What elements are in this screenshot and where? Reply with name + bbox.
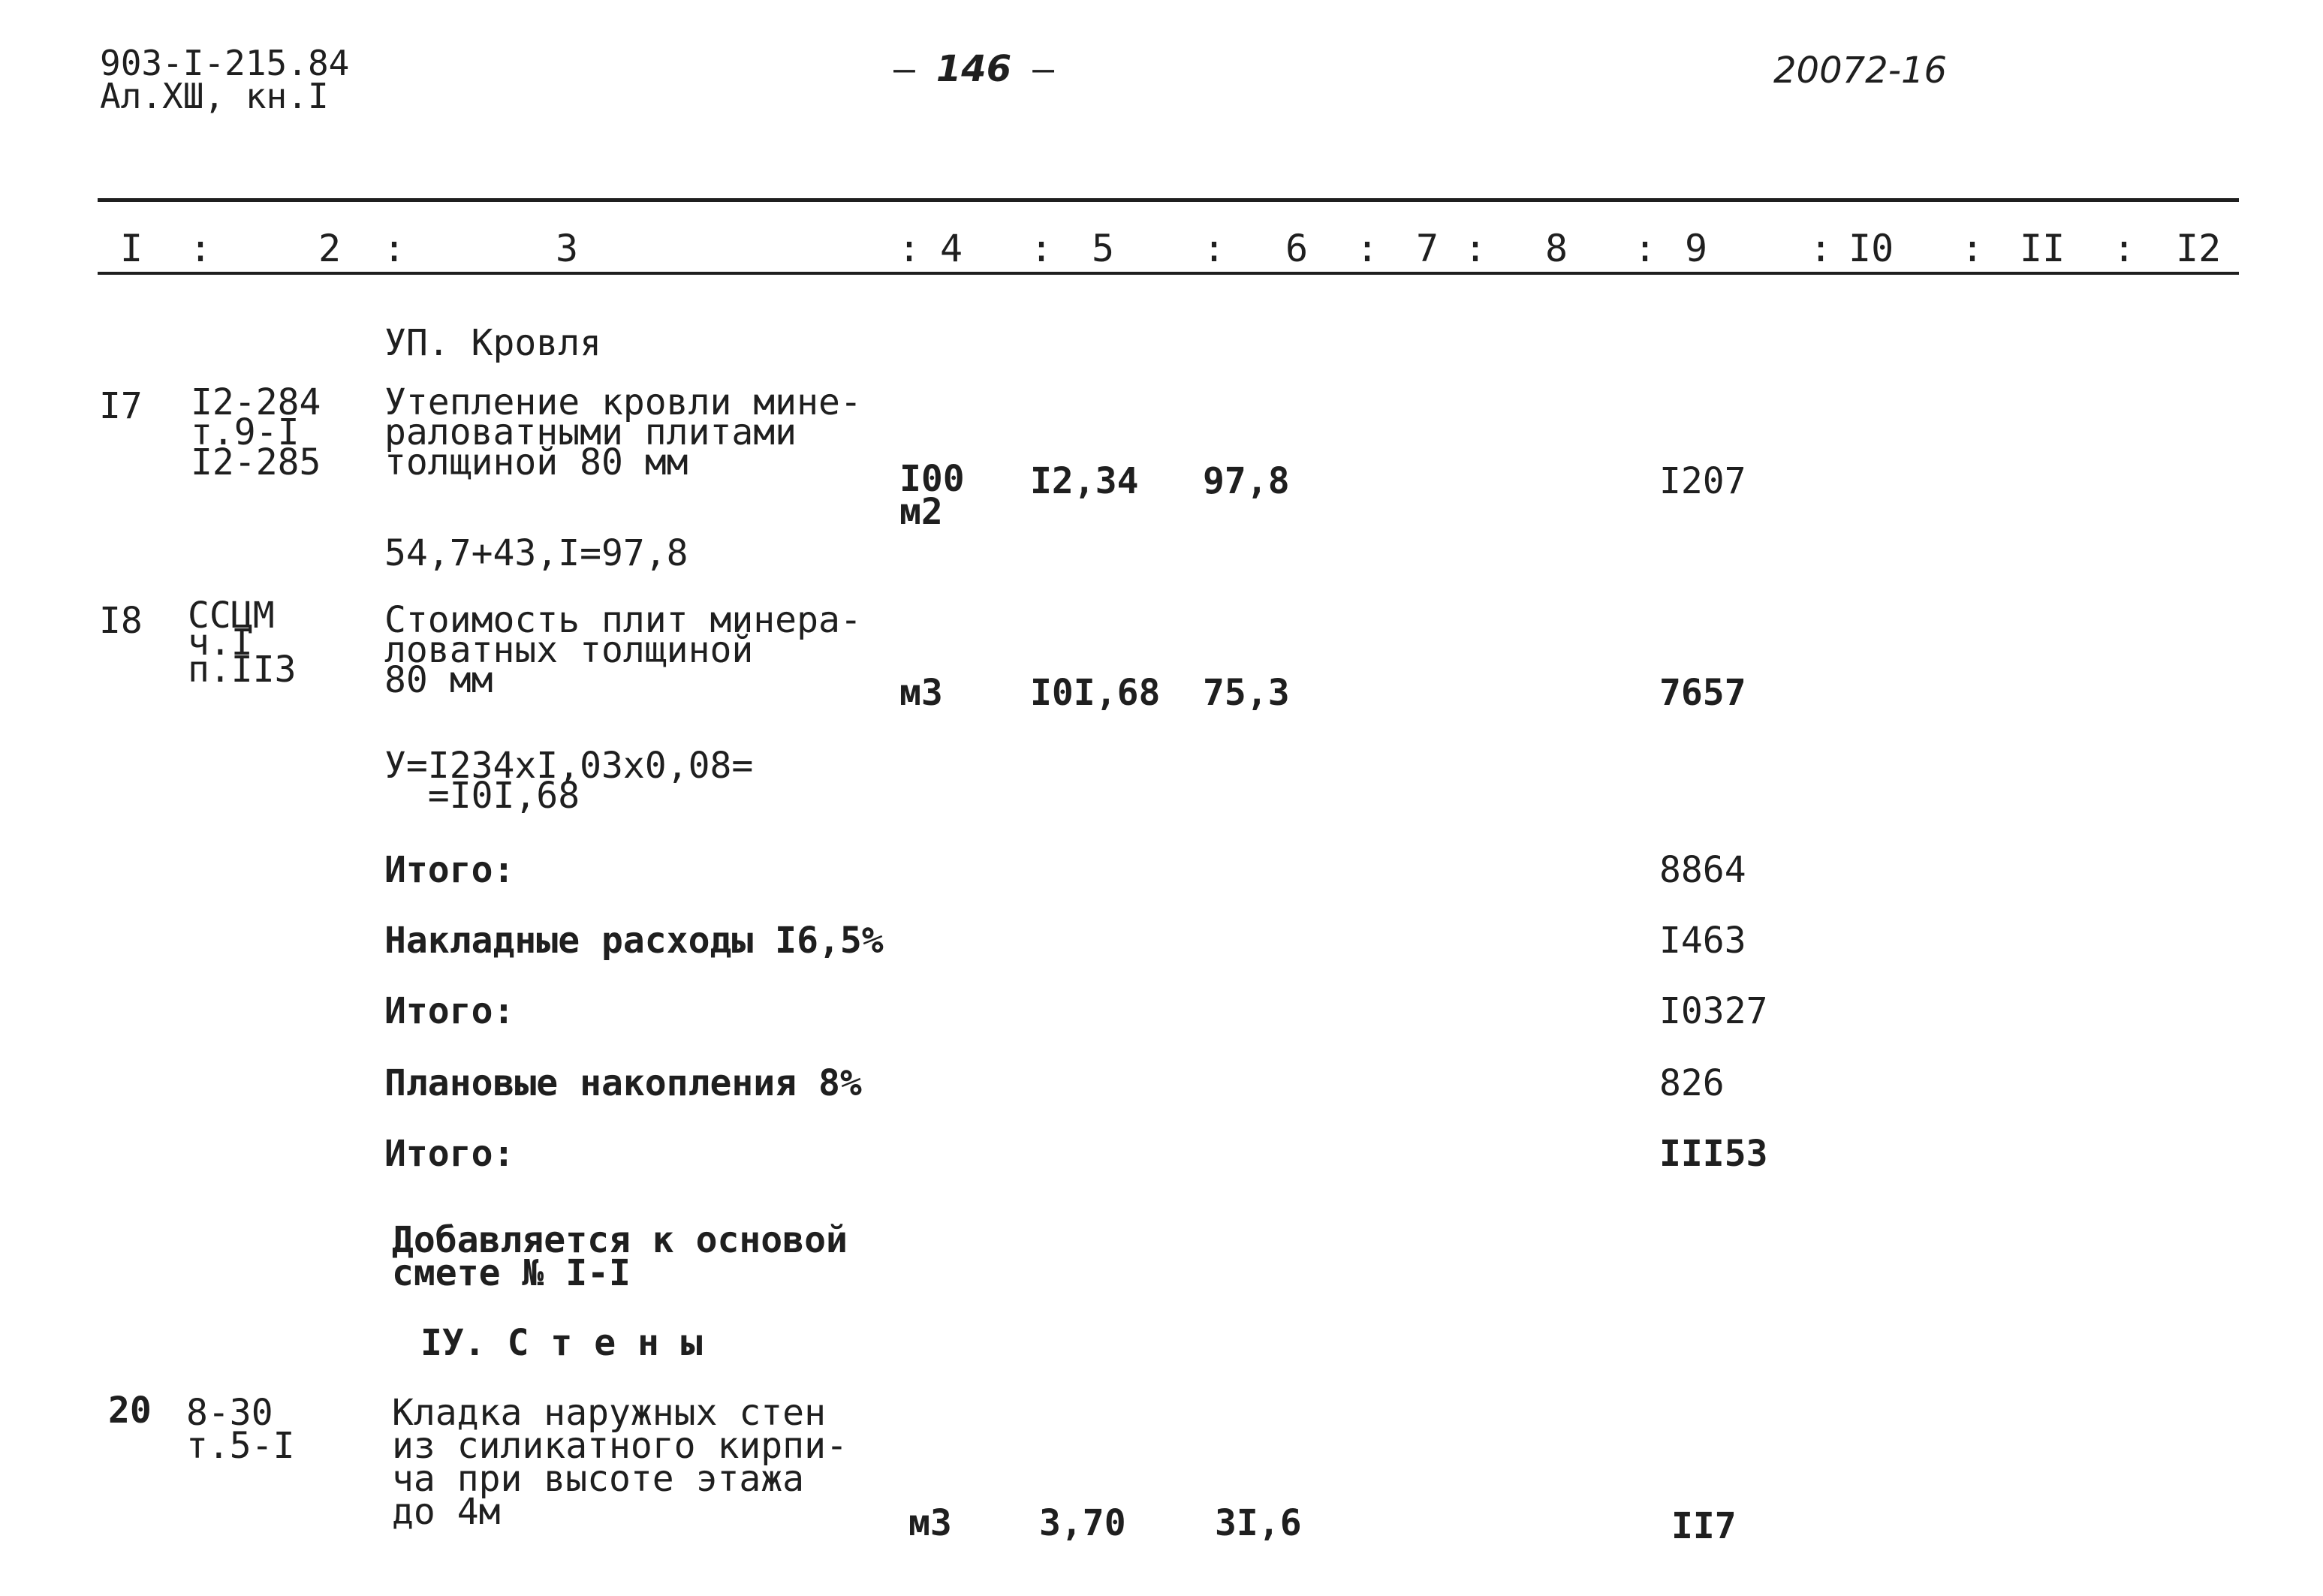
page-dash-right: – — [1032, 48, 1055, 90]
summary-total-label: Итого: — [384, 1133, 515, 1175]
row-18-calculation: У=I234хI,03х0,08= =I0I,68 — [384, 745, 754, 817]
column-header-12: I2 — [2176, 227, 2222, 270]
summary-overhead-value: I463 — [1659, 920, 1746, 962]
row-20-number: 20 — [108, 1390, 152, 1432]
row-18-quantity: 75,3 — [1203, 672, 1290, 714]
row-20-unit-price: 3,70 — [1039, 1502, 1126, 1544]
column-separator: : — [1356, 227, 1379, 270]
document-code-album: Ал.XШ, кн.I — [100, 76, 329, 116]
column-header-7: 7 — [1416, 227, 1439, 270]
row-18-unit: м3 — [899, 672, 943, 714]
section-heading-roof: УП. Кровля — [384, 322, 601, 364]
row-17-norm-code: I2-284 т.9-I I2-285 — [191, 381, 321, 483]
table-header-rule — [98, 272, 2239, 275]
section-heading-walls: IУ. С т е н ы — [420, 1322, 703, 1364]
summary-subtotal-label: Итого: — [384, 849, 515, 891]
row-17-number: I7 — [99, 385, 143, 427]
summary-subtotal-2-value: I0327 — [1659, 990, 1768, 1032]
column-separator: : — [1464, 227, 1487, 270]
page-dash-left: – — [893, 48, 915, 90]
row-20-norm-code: 8-30 т.5-I — [186, 1392, 295, 1467]
row-18-unit-price: I0I,68 — [1030, 672, 1161, 714]
row-20-quantity: 3I,6 — [1215, 1502, 1302, 1544]
row-20-total: II7 — [1671, 1505, 1737, 1547]
column-header-10: I0 — [1848, 227, 1894, 270]
column-separator: : — [898, 227, 921, 270]
column-header-3: 3 — [556, 227, 579, 270]
row-18-number: I8 — [99, 600, 143, 642]
row-17-description: Утепление кровли мине- раловатными плитами толщиной 80 мм — [384, 381, 862, 483]
page-number: 146 — [936, 48, 1012, 90]
archive-number: 20072-16 — [1773, 50, 1948, 92]
row-17-quantity: 97,8 — [1203, 460, 1290, 502]
row-17-unit-price: I2,34 — [1030, 460, 1139, 502]
summary-planned-savings-label: Плановые накопления 8% — [384, 1062, 862, 1104]
column-separator: : — [1809, 227, 1833, 270]
page-number-block — [893, 48, 1054, 90]
summary-subtotal-value: 8864 — [1659, 849, 1746, 891]
column-header-4: 4 — [940, 227, 963, 270]
column-separator: : — [1634, 227, 1657, 270]
column-header-8: 8 — [1545, 227, 1568, 270]
column-header-1: I — [120, 227, 143, 270]
column-separator: : — [383, 227, 406, 270]
column-separator: : — [1961, 227, 1984, 270]
column-header-11: II — [2020, 227, 2065, 270]
row-20-unit: м3 — [908, 1502, 952, 1544]
column-header-9: 9 — [1685, 227, 1708, 270]
row-17-total: I207 — [1659, 460, 1746, 502]
column-separator: : — [1203, 227, 1226, 270]
column-header-2: 2 — [318, 227, 342, 270]
document-code-series: 903-I-215.84 — [100, 43, 350, 83]
column-header-6: 6 — [1285, 227, 1309, 270]
column-header-5: 5 — [1092, 227, 1115, 270]
summary-overhead-label: Накладные расходы I6,5% — [384, 920, 884, 962]
row-17-calculation: 54,7+43,I=97,8 — [384, 532, 688, 574]
table-top-rule — [98, 198, 2239, 202]
summary-subtotal-2-label: Итого: — [384, 990, 515, 1032]
summary-total-value: III53 — [1659, 1133, 1768, 1175]
document-code — [100, 43, 350, 116]
column-separator: : — [189, 227, 212, 270]
row-18-description: Стоимость плит минера- ловатных толщиной 80 мм — [384, 599, 862, 701]
summary-planned-savings-value: 826 — [1659, 1062, 1725, 1104]
column-separator: : — [1030, 227, 1053, 270]
row-18-norm-code: ССЦМ ч.I п.II3 — [188, 595, 297, 691]
row-18-total: 7657 — [1659, 672, 1746, 714]
column-separator: : — [2113, 227, 2136, 270]
row-17-unit: I00 м2 — [899, 458, 965, 533]
row-20-description: Кладка наружных стен из силикатного кирпи- ча при высоте этажа до 4м — [392, 1392, 848, 1533]
added-to-estimate-note: Добавляется к основой смете № I-I — [392, 1219, 848, 1294]
